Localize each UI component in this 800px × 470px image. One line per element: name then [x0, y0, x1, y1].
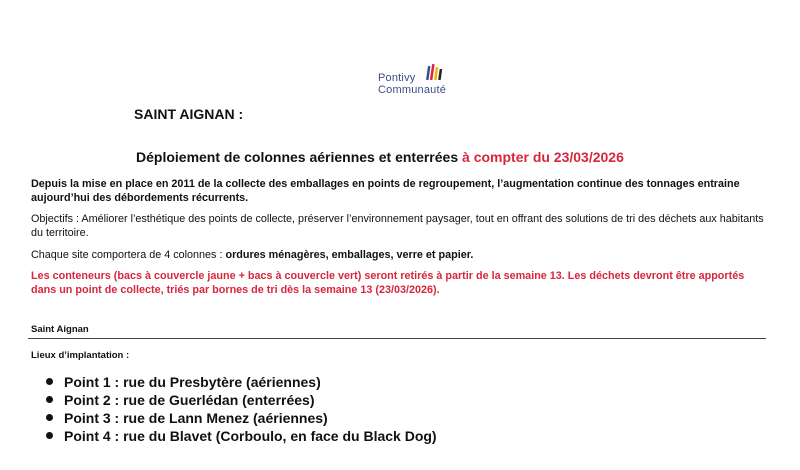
site-label: Saint Aignan	[31, 324, 89, 335]
logo-line2: Communauté	[378, 84, 447, 96]
point-text: Point 4 : rue du Blavet (Corboulo, en face du Black Dog)	[64, 428, 437, 444]
list-item	[44, 373, 437, 391]
columns-types: ordures ménagères, emballages, verre et papier.	[225, 249, 474, 261]
bullet-icon	[46, 396, 53, 403]
objectives-paragraph: Objectifs : Améliorer l’esthétique des points de collecte, préserver l’environnement paysager, tout en offrant des solutions de tri des déchets aux habitants du territoire.	[31, 213, 764, 239]
logo-bars-icon	[425, 63, 443, 81]
context-paragraph: Depuis la mise en place en 2011 de la collecte des emballages en points de regroupement, l’augmentation continue des tonnages entraine aujourd’hui des débordements récurrents.	[31, 178, 740, 204]
points-list	[44, 373, 437, 445]
point-text: Point 3 : rue de Lann Menez (aériennes)	[64, 410, 328, 426]
bullet-icon	[46, 378, 53, 385]
commune-title: SAINT AIGNAN :	[134, 106, 244, 122]
columns-paragraph	[31, 248, 769, 262]
bullet-icon	[46, 432, 53, 439]
bullet-icon	[46, 414, 53, 421]
title-date-highlight: à compter du 23/03/2026	[462, 149, 624, 165]
pontivy-communaute-logo	[378, 60, 458, 100]
title-main: Déploiement de colonnes aériennes et enterrées	[136, 149, 459, 165]
page-title	[136, 149, 624, 165]
list-item	[44, 427, 437, 445]
columns-prefix: Chaque site comportera de 4 colonnes :	[31, 249, 223, 261]
logo-line1: Pontivy	[378, 72, 416, 84]
section-divider	[28, 338, 766, 339]
point-text: Point 1 : rue du Presbytère (aériennes)	[64, 374, 321, 390]
warning-paragraph: Les conteneurs (bacs à couvercle jaune + bacs à couvercle vert) seront retirés à partir de la semaine 13. Les déchets devront être apportés dans un point de collecte, triés par bornes de tri dès la semaine 13 (23/03/2026).	[31, 270, 745, 296]
lieux-label: Lieux d’implantation :	[31, 350, 130, 361]
list-item	[44, 409, 437, 427]
point-text: Point 2 : rue de Guerlédan (enterrées)	[64, 392, 315, 408]
list-item	[44, 391, 437, 409]
